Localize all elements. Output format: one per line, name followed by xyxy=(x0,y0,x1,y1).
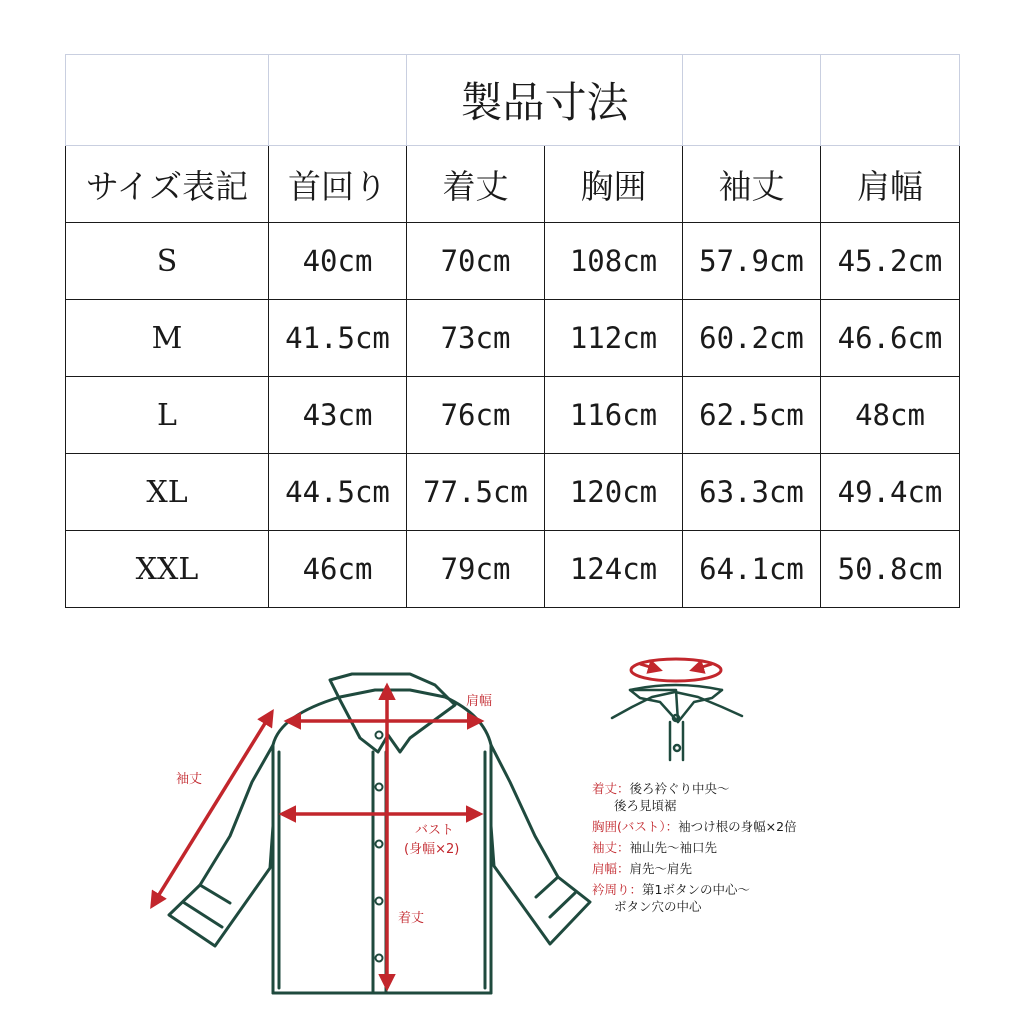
column-header: 首回り xyxy=(269,146,407,223)
table-cell: 62.5cm xyxy=(683,377,821,454)
table-cell: 49.4cm xyxy=(821,454,960,531)
table-cell: 73cm xyxy=(407,300,545,377)
shirt-buttons xyxy=(376,732,383,962)
column-header: 胸囲 xyxy=(545,146,683,223)
table-cell: 57.9cm xyxy=(683,223,821,300)
definition-bust: 胸囲(バスト）：袖つけ根の身幅×2倍 xyxy=(592,819,797,834)
definition-length-cont: 後ろ見頃裾 xyxy=(614,798,677,813)
title-row xyxy=(66,55,960,146)
column-header: 袖丈 xyxy=(683,146,821,223)
bust-label-sub: (身幅×2) xyxy=(404,842,460,857)
size-label: XL xyxy=(66,454,269,531)
table-row xyxy=(66,454,960,531)
table-cell: 40cm xyxy=(269,223,407,300)
table-row xyxy=(66,300,960,377)
collar-diagram-icon xyxy=(612,659,742,760)
table-cell: 60.2cm xyxy=(683,300,821,377)
table-cell: 112cm xyxy=(545,300,683,377)
table-cell: 46.6cm xyxy=(821,300,960,377)
shirt-diagram-icon xyxy=(169,674,590,993)
definition-shoulder: 肩幅：肩先～肩先 xyxy=(592,861,693,876)
table-cell: 44.5cm xyxy=(269,454,407,531)
table-row xyxy=(66,531,960,608)
table-cell: 116cm xyxy=(545,377,683,454)
bust-label: バスト xyxy=(415,823,455,838)
sleeve-length-label: 袖丈 xyxy=(176,772,203,787)
table-cell: 50.8cm xyxy=(821,531,960,608)
size-table xyxy=(65,54,960,608)
definition-sleeve: 袖丈：袖山先～袖口先 xyxy=(592,840,718,855)
table-cell: 64.1cm xyxy=(683,531,821,608)
table-cell: 48cm xyxy=(821,377,960,454)
table-cell: 41.5cm xyxy=(269,300,407,377)
table-cell: 108cm xyxy=(545,223,683,300)
definition-collar: 衿周り：第1ボタンの中心～ xyxy=(592,882,750,897)
size-label: M xyxy=(66,300,269,377)
column-header: 肩幅 xyxy=(821,146,960,223)
body-length-label: 着丈 xyxy=(398,911,425,926)
definition-collar-cont: ボタン穴の中心 xyxy=(614,899,702,914)
table-cell: 124cm xyxy=(545,531,683,608)
table-cell: 70cm xyxy=(407,223,545,300)
column-header: 着丈 xyxy=(407,146,545,223)
table-title: 製品寸法 xyxy=(407,55,683,146)
size-label: L xyxy=(66,377,269,454)
definition-length: 着丈：後ろ衿ぐり中央～ xyxy=(592,781,730,796)
measurement-definitions xyxy=(592,780,797,915)
table-cell: 63.3cm xyxy=(683,454,821,531)
table-cell: 79cm xyxy=(407,531,545,608)
size-label: S xyxy=(66,223,269,300)
header-row xyxy=(66,146,960,223)
table-cell: 120cm xyxy=(545,454,683,531)
table-row xyxy=(66,223,960,300)
table-row xyxy=(66,377,960,454)
table-cell: 46cm xyxy=(269,531,407,608)
size-label: XXL xyxy=(66,531,269,608)
measure-arrows xyxy=(152,686,481,988)
table-cell: 43cm xyxy=(269,377,407,454)
table-cell: 76cm xyxy=(407,377,545,454)
shoulder-width-label: 肩幅 xyxy=(466,694,493,709)
column-header: サイズ表記 xyxy=(66,146,269,223)
table-cell: 45.2cm xyxy=(821,223,960,300)
table-cell: 77.5cm xyxy=(407,454,545,531)
